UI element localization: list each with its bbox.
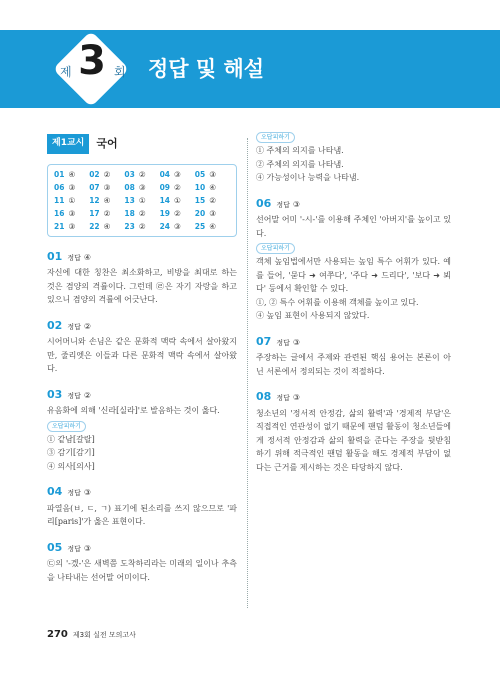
page-title: 정답 및 해설: [148, 57, 265, 81]
answer-row: [54, 168, 230, 181]
list-item: ③ 감기[감기]: [47, 448, 95, 457]
answer-cell-value: ③: [68, 221, 76, 231]
answer-cell-value: ④: [103, 221, 111, 231]
answer-cell: [54, 220, 89, 233]
answer-cell-number: 08: [124, 182, 135, 192]
answer-cell-number: 15: [194, 195, 206, 205]
answer-cell: [124, 181, 159, 194]
answer-cell: [124, 207, 159, 220]
answer-cell-value: ③: [103, 182, 111, 192]
answer-cell: [54, 181, 89, 194]
question-number: 05: [47, 540, 63, 554]
answer-label: 정답: [67, 322, 81, 331]
answer-cell-value: ②: [138, 208, 146, 218]
answer-cell: [195, 194, 230, 207]
answer-value: ③: [292, 199, 301, 209]
answer-cell-number: 11: [54, 195, 65, 205]
question-06: [256, 197, 451, 323]
left-column: [47, 134, 237, 596]
answer-cell: [195, 220, 230, 233]
answer-cell-value: ②: [138, 221, 146, 231]
question-number: 07: [256, 334, 272, 348]
explanation-text: 주장하는 글에서 주제와 관련된 핵심 용어는 본론이 아닌 서론에서 정의되는 것이 적절하다.: [256, 353, 451, 376]
answer-label: 정답: [67, 544, 81, 553]
question-08: [256, 390, 451, 474]
answer-cell: [124, 220, 159, 233]
answer-cell-value: ②: [174, 208, 181, 218]
column-divider: [247, 138, 248, 608]
answer-cell-number: 13: [124, 195, 135, 205]
question-number: 03: [47, 387, 63, 401]
answer-row: [54, 181, 230, 194]
answer-label: 정답: [67, 391, 81, 400]
footer-label: 제3회 실전 모의고사: [72, 631, 136, 639]
answer-value: ③: [292, 393, 301, 402]
answer-cell-number: 20: [194, 208, 206, 218]
answer-cell-number: 22: [89, 221, 100, 231]
subject-header: [47, 134, 237, 154]
answer-label: 정답: [276, 200, 290, 209]
answer-cell-number: 05: [194, 169, 206, 179]
question-number: 06: [256, 196, 272, 210]
page-number: 270: [47, 629, 68, 640]
answer-cell: [160, 168, 195, 181]
list-item: ①, ② 특수 어휘를 이용해 객체를 높이고 있다.: [256, 297, 419, 307]
answer-cell-number: 12: [89, 195, 100, 205]
answer-cell: [54, 168, 89, 181]
answer-value: ④: [83, 252, 92, 262]
answer-label: 정답: [67, 253, 81, 262]
note-text: 객체 높임법에서만 사용되는 높임 특수 어휘가 있다. 예를 들어, '묻다 ➜ 여쭈다', '주다 ➜ 드리다', '보다 ➜ 뵈다' 등에서 확인할 수 있다.: [256, 257, 451, 293]
list-item: ④ 높임 표현이 사용되지 않았다.: [256, 311, 370, 320]
list-item: ① 같남[갈랄]: [47, 434, 95, 444]
answer-cell-number: 25: [194, 221, 206, 231]
wrong-answer-tag: 오답피하기: [47, 421, 86, 432]
answer-cell-value: ②: [138, 169, 146, 179]
answer-row: [54, 194, 230, 207]
question-01: [47, 250, 237, 307]
answer-key-table: [47, 164, 237, 237]
answer-cell-number: 18: [124, 208, 135, 218]
answer-cell: [89, 168, 124, 181]
answer-cell-value: ①: [138, 195, 146, 205]
answer-cell: [89, 181, 124, 194]
answer-cell-number: 19: [159, 208, 171, 218]
chapter-number: 3: [78, 38, 106, 84]
answer-cell-number: 10: [194, 182, 206, 192]
answer-cell-value: ④: [103, 195, 111, 205]
answer-value: ③: [83, 488, 92, 497]
answer-cell: [195, 168, 230, 181]
answer-cell-value: ③: [174, 169, 181, 179]
list-item: ④ 가능성이나 능력을 나타냄.: [256, 173, 360, 182]
question-05: [47, 541, 237, 585]
answer-cell: [89, 194, 124, 207]
question-number: 04: [47, 485, 63, 498]
answer-cell-number: 21: [54, 221, 65, 231]
question-03: [47, 388, 237, 474]
list-item: ① 주체의 의지를 나타냄.: [256, 146, 344, 155]
answer-cell-value: ③: [209, 208, 216, 218]
answer-cell-number: 06: [54, 182, 65, 192]
question-07: [256, 335, 451, 379]
answer-cell: [124, 194, 159, 207]
answer-cell-number: 03: [124, 169, 135, 179]
answer-cell-number: 01: [54, 169, 65, 179]
question-05-continued: [256, 130, 451, 185]
session-tag: 제1교시: [47, 134, 89, 154]
answer-cell-number: 23: [124, 221, 135, 231]
answer-value: ②: [83, 390, 92, 400]
answer-cell: [195, 207, 230, 220]
page-footer: [47, 629, 136, 640]
answer-cell-value: ②: [174, 182, 181, 192]
answer-cell-value: ③: [68, 182, 76, 192]
answer-label: 정답: [276, 338, 290, 347]
answer-cell-value: ④: [209, 221, 216, 231]
subject-name: 국어: [96, 137, 118, 150]
answer-cell-value: ③: [138, 182, 146, 192]
answer-value: ②: [83, 321, 92, 331]
right-column: [256, 134, 451, 486]
question-04: [47, 485, 237, 529]
answer-row: [54, 220, 230, 233]
answer-cell-value: ①: [68, 195, 76, 205]
answer-cell-value: ④: [68, 169, 76, 179]
answer-label: 정답: [67, 489, 81, 497]
answer-cell-number: 16: [54, 208, 65, 218]
answer-cell-value: ③: [68, 208, 76, 218]
chapter-prefix: 제: [60, 65, 72, 79]
answer-cell: [195, 181, 230, 194]
explanation-text: 파열음(ㅂ, ㄷ, ㄱ) 표기에 된소리를 쓰지 않으므로 '파리[paris]'가 옳은 표현이다.: [47, 503, 237, 526]
answer-cell: [89, 207, 124, 220]
question-02: [47, 319, 237, 376]
answer-label: 정답: [276, 394, 290, 402]
question-number: 01: [47, 249, 63, 263]
answer-cell-value: ②: [103, 169, 111, 179]
explanation-text: 선어말 어미 '-시-'를 이용해 주체인 '아버지'를 높이고 있다.: [256, 215, 451, 238]
answer-cell-value: ②: [103, 208, 111, 218]
answer-cell-number: 17: [89, 208, 100, 218]
answer-cell-value: ②: [209, 195, 216, 205]
answer-cell: [160, 207, 195, 220]
explanation-text: 유음화에 의해 '신라[실라]'로 발음하는 것이 옳다.: [47, 406, 220, 415]
answer-cell-number: 09: [159, 182, 171, 192]
list-item: ② 주체의 의지를 나타냄.: [256, 159, 344, 169]
answer-cell: [54, 194, 89, 207]
answer-cell-number: 02: [89, 169, 100, 179]
answer-cell-number: 04: [159, 169, 171, 179]
answer-cell: [54, 207, 89, 220]
answer-value: ③: [83, 543, 92, 553]
answer-row: [54, 207, 230, 220]
answer-cell: [160, 194, 195, 207]
explanation-text: 자신에 대한 칭찬은 최소화하고, 비방을 최대로 하는 것은 겸양의 격률이다. 그런데 ㉣은 자기 자랑을 하고 있으니 겸양의 격률에 어긋난다.: [47, 268, 237, 304]
answer-cell-value: ③: [209, 169, 216, 179]
answer-value: ③: [292, 337, 301, 347]
answer-cell: [124, 168, 159, 181]
wrong-answer-tag: 오답피하기: [256, 243, 295, 254]
answer-cell: [160, 181, 195, 194]
answer-cell-value: ①: [174, 195, 181, 205]
answer-cell-number: 14: [159, 195, 171, 205]
list-item: ④ 의사[의사]: [47, 461, 95, 471]
answer-cell-value: ③: [174, 221, 181, 231]
question-number: 02: [47, 318, 63, 332]
answer-cell-value: ④: [209, 182, 216, 192]
answer-cell-number: 24: [159, 221, 171, 231]
question-number: 08: [256, 390, 272, 403]
wrong-answer-tag: 오답피하기: [256, 132, 295, 143]
answer-cell-number: 07: [89, 182, 100, 192]
answer-cell: [160, 220, 195, 233]
explanation-text: 청소년의 '정서적 안정감, 삶의 활력'과 '경제적 부담'은 직접적인 연관성이 없기 때문에 팬덤 활동이 청소년들에게 정서적 안정감과 삶의 활력을 준다는 주장을 뒷받침하기 위해 적극적인 팬덤 활동을 해도 경제적 부담이 없다는 근거를 제시하는 것은 타당하지 않다.: [256, 408, 451, 472]
explanation-text: ㉢의 '-겠-'은 새벽쯤 도착하리라는 미래의 일이나 추측을 나타내는 선어말 어미이다.: [47, 559, 237, 582]
explanation-text: 시어머니와 손님은 같은 문화적 맥락 속에서 살아왔지만, 줄리엣은 이들과 다른 문화적 맥락 속에서 살아왔다.: [47, 337, 237, 373]
chapter-suffix: 회: [114, 65, 126, 79]
answer-cell: [89, 220, 124, 233]
